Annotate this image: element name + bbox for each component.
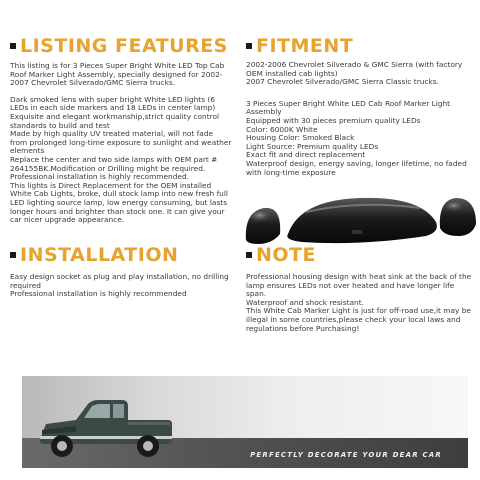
fitment-spec: 3 Pieces Super Bright White LED Cab Roof Marker Light Assembly: [246, 98, 451, 117]
cab-marker-lights-image: [240, 182, 480, 252]
square-bullet-icon: [246, 43, 252, 49]
note-line: Waterproof and shock resistant.: [246, 297, 364, 307]
truck-banner: [22, 376, 468, 468]
listing-paragraph: Dark smoked lens with super bright White LED lights (6 LEDs in each side markers and 18 LEDs in center lamp): [10, 94, 216, 113]
left-side-marker: [246, 208, 280, 244]
listing-paragraph: This listing is for 3 Pieces Super Bright White LED Top Cab Roof Marker Light Assembly, specially designed for 2002-2007 Chevrolet Silverado/GMC Sierra trucks.: [10, 61, 225, 88]
fitment-title: FITMENT: [256, 35, 354, 57]
installation-line: Professional installation is highly recommended: [10, 289, 187, 299]
fitment-spec: Light Source: Premium quality LEDs: [246, 141, 379, 151]
listing-paragraph: This lights is Direct Replacement for the OEM installed White Cab Lights, broke, dull stock lamp into new fresh full LED lighting source lamp, low energy consuming, but lasts longer hours and brighter than stock one. It can give your car nicer upgrade appearance.: [10, 180, 228, 225]
installation-text: [10, 273, 232, 299]
note-line: This White Cab Marker Light is just for off-road use,it may be illegal in some countries,please check your local laws and regulations before Purchasing!: [246, 306, 471, 333]
fitment-line: 2007 Chevrolet Silverado/GMC Sierra Classic trucks.: [246, 77, 439, 87]
installation-title: INSTALLATION: [20, 244, 179, 266]
note-section: [246, 245, 472, 333]
listing-features-heading: [10, 36, 232, 56]
note-title: NOTE: [256, 244, 316, 266]
fitment-text: [246, 61, 472, 177]
right-side-marker: [440, 198, 476, 236]
fitment-spec: Exact fit and direct replacement: [246, 150, 366, 160]
pickup-truck-image: [36, 386, 176, 466]
listing-features-text: [10, 62, 232, 225]
installation-line: Easy design socket as plug and play installation, no drilling required: [10, 272, 229, 290]
center-marker: [287, 198, 437, 243]
installation-heading: [10, 245, 232, 265]
note-line: Professional housing design with heat sink at the back of the lamp ensures LEDs not over heated and have longer life span.: [246, 272, 472, 299]
installation-section: [10, 245, 232, 299]
banner-slogan: PERFECTLY DECORATE YOUR DEAR CAR: [250, 451, 442, 459]
listing-paragraph: Made by high quality UV treated material, will not fade from prolonged long-time exposure to sunlight and weather elements: [10, 129, 232, 156]
note-text: [246, 273, 472, 333]
note-heading: [246, 245, 472, 265]
fitment-spec: Housing Color: Smoked Black: [246, 133, 355, 143]
fitment-line: 2002-2006 Chevrolet Silverado & GMC Sierra (with factory OEM installed cab lights): [246, 60, 463, 78]
fitment-section: [246, 36, 472, 177]
square-bullet-icon: [10, 43, 16, 49]
listing-features-title: LISTING FEATURES: [20, 35, 228, 57]
fitment-spec: Color: 6000K White: [246, 124, 318, 134]
square-bullet-icon: [246, 252, 252, 258]
fitment-spec: Waterproof design, energy saving, longer lifetime, no faded with long-time exposure: [246, 158, 467, 177]
fitment-heading: [246, 36, 472, 56]
square-bullet-icon: [10, 252, 16, 258]
fitment-spec: Equipped with 30 pieces premium quality LEDs: [246, 115, 421, 125]
listing-paragraph: Replace the center and two side lamps with OEM part # 264155BK.Modification or Drilling might be required. Professional installation is highly recommended.: [10, 154, 218, 182]
listing-features-section: [10, 36, 232, 225]
listing-paragraph: Exquisite and elegant workmanship,strict quality control standards to build and test: [10, 111, 220, 130]
